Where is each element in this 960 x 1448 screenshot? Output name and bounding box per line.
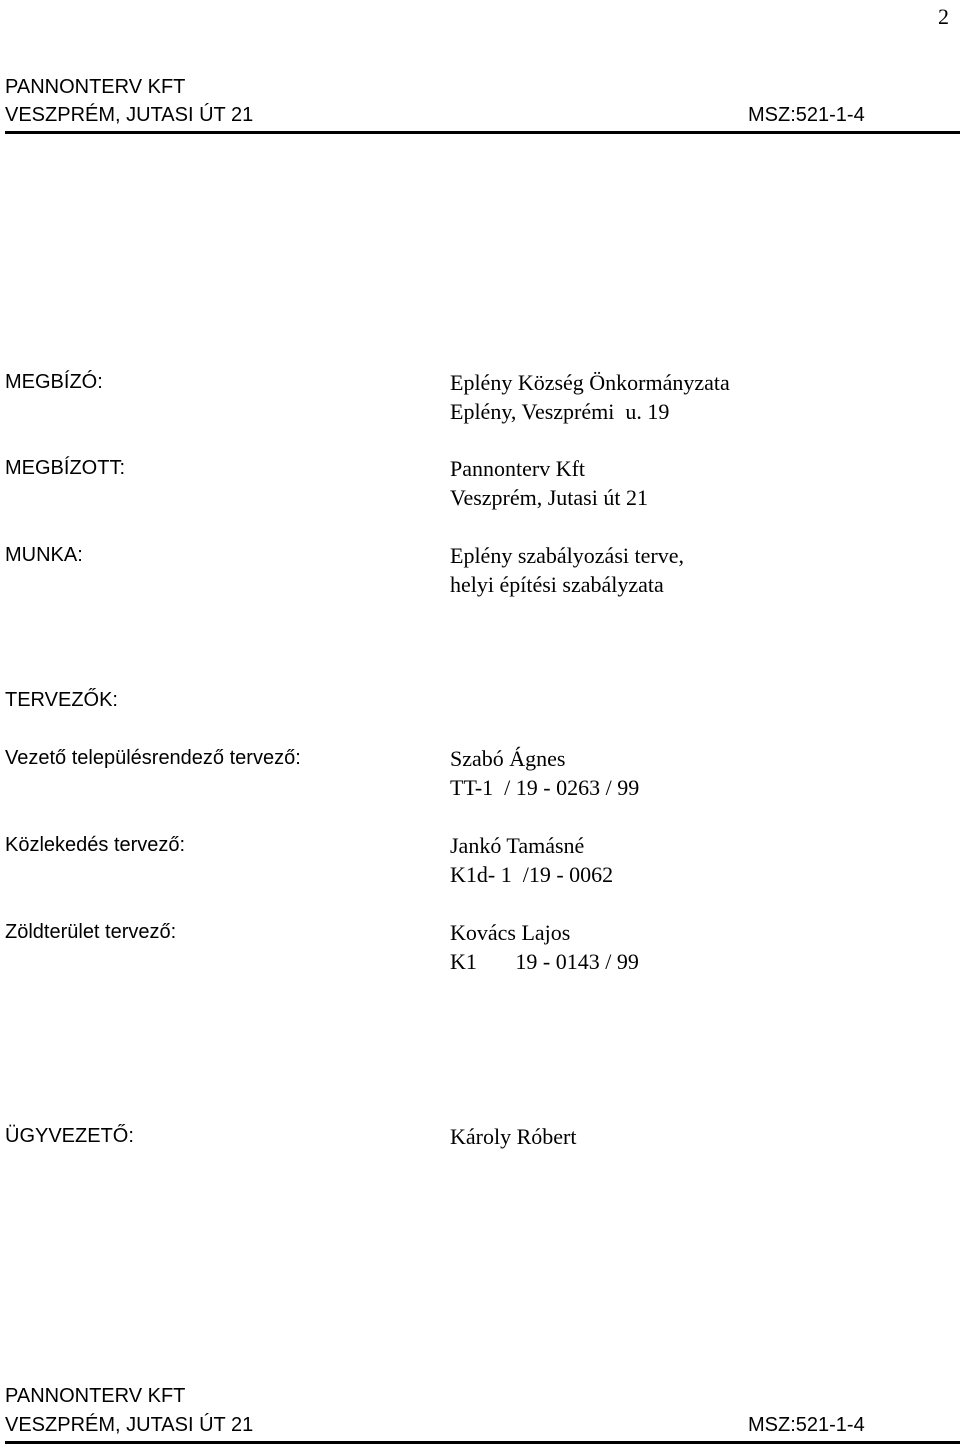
footer-address: VESZPRÉM, JUTASI ÚT 21 bbox=[5, 1414, 254, 1436]
page-number: 2 bbox=[938, 4, 949, 29]
megbizo-line2: Eplény, Veszprémi u. 19 bbox=[450, 399, 670, 424]
tervezo-name: Kovács Lajos bbox=[450, 920, 571, 945]
tervezo-name: Szabó Ágnes bbox=[450, 746, 566, 771]
munka-label: MUNKA: bbox=[5, 544, 83, 566]
footer-rule bbox=[5, 1441, 960, 1444]
tervezok-heading: TERVEZŐK: bbox=[5, 689, 118, 711]
header-address: VESZPRÉM, JUTASI ÚT 21 bbox=[5, 104, 254, 126]
munka-line2: helyi építési szabályzata bbox=[450, 572, 664, 597]
megbizott-line1: Pannonterv Kft bbox=[450, 456, 586, 481]
tervezo-name: Jankó Tamásné bbox=[450, 833, 585, 858]
header-company: PANNONTERV KFT bbox=[5, 76, 186, 98]
header-rule bbox=[5, 131, 960, 134]
megbizo-line1: Eplény Község Önkormányzata bbox=[450, 370, 730, 395]
munka-line1: Eplény szabályozási terve, bbox=[450, 543, 684, 568]
ugyvezeto-name: Károly Róbert bbox=[450, 1124, 577, 1149]
footer-code: MSZ:521-1-4 bbox=[748, 1414, 865, 1436]
tervezo-reg: K1d- 1 /19 - 0062 bbox=[450, 862, 614, 887]
tervezo-role: Közlekedés tervező: bbox=[5, 834, 186, 856]
tervezo-reg: K1 19 - 0143 / 99 bbox=[450, 949, 639, 974]
ugyvezeto-label: ÜGYVEZETŐ: bbox=[5, 1125, 134, 1147]
tervezo-role: Vezető településrendező tervező: bbox=[5, 747, 301, 769]
megbizott-label: MEGBÍZOTT: bbox=[5, 457, 125, 479]
header-code: MSZ:521-1-4 bbox=[748, 104, 865, 126]
megbizo-label: MEGBÍZÓ: bbox=[5, 371, 103, 393]
megbizott-line2: Veszprém, Jutasi út 21 bbox=[450, 485, 648, 510]
footer-company: PANNONTERV KFT bbox=[5, 1385, 186, 1407]
tervezo-role: Zöldterület tervező: bbox=[5, 921, 177, 943]
tervezo-reg: TT-1 / 19 - 0263 / 99 bbox=[450, 775, 640, 800]
